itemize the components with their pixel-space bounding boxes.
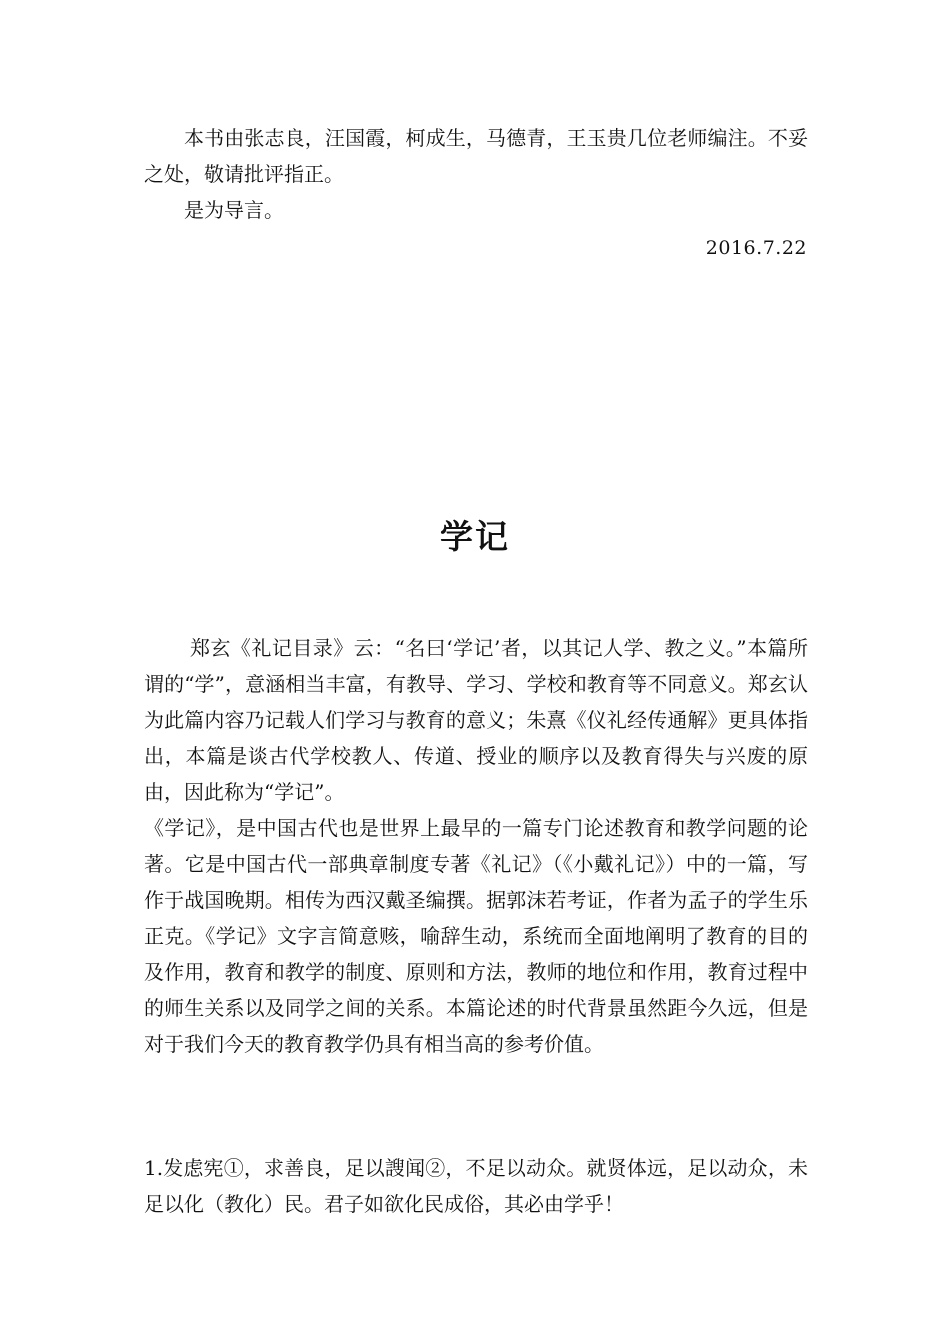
- preface-closing: 是为导言。: [184, 198, 284, 222]
- section-paragraph: 1.发虑宪①，求善良，足以謏闻②，不足以动众。就贤体远，足以动众，未足以化（教化）民。君子如欲化民成俗，其必由学乎！: [144, 1156, 808, 1216]
- chapter-section: [144, 1150, 808, 1222]
- chapter-intro: [144, 630, 808, 1062]
- preface-paragraph: 本书由张志良，汪国霞，柯成生，马德青，王玉贵几位老师编注。不妥之处，敬请批评指正。: [144, 126, 808, 186]
- chapter-title: 学记: [440, 517, 510, 556]
- preface-date: 2016.7.22: [705, 237, 807, 259]
- intro-paragraph: 《学记》，是中国古代也是世界上最早的一篇专门论述教育和教学问题的论著。它是中国古代一部典章制度专著《礼记》（《小戴礼记》）中的一篇，写作于战国晚期。相传为西汉戴圣编撰。据郭沫若考证，作者为孟子的学生乐正克。《学记》文字言简意赅，喻辞生动，系统而全面地阐明了教育的目的及作用，教育和教学的制度、原则和方法，教师的地位和作用，教育过程中的师生关系以及同学之间的关系。本篇论述的时代背景虽然距今久远，但是对于我们今天的教育教学仍具有相当高的参考价值。: [144, 816, 808, 1056]
- preface-section: [144, 120, 808, 228]
- intro-paragraph: 郑玄《礼记目录》云：“名曰‘学记’者，以其记人学、教之义。”本篇所谓的“学”，意涵相当丰富，有教导、学习、学校和教育等不同意义。郑玄认为此篇内容乃记载人们学习与教育的意义；朱熹《仪礼经传通解》更具体指出，本篇是谈古代学校教人、传道、授业的顺序以及教育得失与兴废的原由，因此称为“学记”。: [144, 636, 808, 804]
